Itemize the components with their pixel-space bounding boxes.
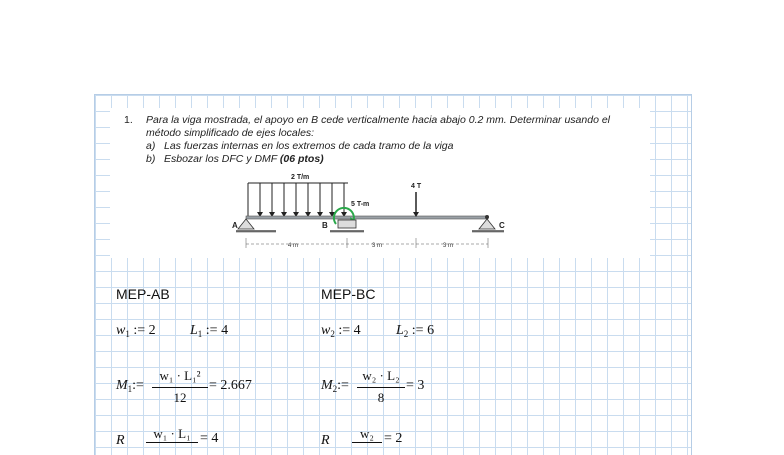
ab-M-fraction bbox=[152, 368, 208, 408]
bc-L-subscript: 2 bbox=[403, 329, 409, 339]
ab-L-subscript: 1 bbox=[197, 329, 203, 339]
bc-w-definition[interactable] bbox=[321, 323, 361, 339]
section-bc-title: MEP-BC bbox=[321, 286, 376, 302]
problem-statement-image bbox=[110, 108, 650, 258]
ab-M-assign: := bbox=[132, 378, 144, 393]
bc-L-definition[interactable] bbox=[396, 323, 434, 339]
distributed-load bbox=[248, 183, 348, 217]
bc-w-symbol: w bbox=[321, 323, 331, 338]
bc-L-symbol: L bbox=[396, 323, 404, 338]
moment-label: 5 T-m bbox=[351, 201, 370, 208]
ab-w-subscript: 1 bbox=[125, 329, 130, 339]
bc-M-fraction-bar bbox=[357, 387, 405, 388]
bc-R-fraction bbox=[352, 424, 382, 444]
bc-L-assign: := 6 bbox=[411, 323, 435, 338]
bc-M-assign: := bbox=[337, 378, 349, 393]
ab-M-denominator: 12 bbox=[173, 390, 187, 405]
support-a-label: A bbox=[232, 221, 238, 230]
ab-w-symbol: w bbox=[116, 323, 126, 338]
ab-M-symbol: M bbox=[116, 378, 128, 393]
bc-M-numerator: w₂ · L₂ bbox=[362, 368, 400, 383]
ab-w-assign: := 2 bbox=[133, 323, 156, 338]
ab-L-symbol: L bbox=[190, 323, 198, 338]
item-a-label: a) bbox=[146, 140, 156, 152]
dim-load-c-label: 3 m bbox=[443, 243, 454, 249]
ab-R-symbol bbox=[116, 433, 125, 449]
ab-R-label: R bbox=[116, 433, 125, 448]
bc-M-definition[interactable] bbox=[321, 378, 349, 394]
distributed-load-label: 2 T/m bbox=[291, 174, 310, 181]
ab-R-fraction-bar bbox=[146, 442, 198, 443]
support-c-label: C bbox=[499, 221, 505, 230]
ab-L-definition[interactable] bbox=[190, 323, 228, 339]
support-b-label: B bbox=[322, 221, 328, 230]
item-a-text: Las fuerzas internas en los extremos de cada tramo de la viga bbox=[164, 140, 454, 152]
dim-ab-label: 4 m bbox=[288, 243, 299, 249]
ab-R-fraction bbox=[146, 424, 198, 444]
bc-M-result: = 3 bbox=[406, 378, 425, 393]
ab-M-fraction-bar bbox=[152, 387, 208, 388]
problem-number: 1. bbox=[124, 114, 133, 126]
ab-M-subscript: 1 bbox=[127, 384, 133, 394]
beam-diagram bbox=[110, 108, 650, 258]
ab-L-assign: := 4 bbox=[205, 323, 229, 338]
item-b-label: b) bbox=[146, 153, 156, 165]
point-load-label: 4 T bbox=[411, 183, 422, 190]
beam-member bbox=[246, 216, 488, 219]
ab-w-definition[interactable] bbox=[116, 323, 156, 339]
bc-M-fraction bbox=[357, 368, 405, 408]
problem-line-2: método simplificado de ejes locales: bbox=[146, 127, 315, 139]
ab-R-result: = 4 bbox=[200, 431, 219, 446]
section-ab-title: MEP-AB bbox=[116, 286, 170, 302]
ab-M-definition[interactable] bbox=[116, 378, 144, 394]
bc-w-assign: := 4 bbox=[338, 323, 361, 338]
bc-R-symbol bbox=[321, 433, 330, 449]
bc-M-denominator: 8 bbox=[377, 390, 385, 405]
problem-line-1: Para la viga mostrada, el apoyo en B cede verticalmente hacia abajo 0.2 mm. Determinar usando el bbox=[146, 114, 610, 126]
bc-R-result: = 2 bbox=[384, 431, 403, 446]
bc-R-label: R bbox=[321, 433, 330, 448]
ab-R-numerator: w₁ · L₁ bbox=[153, 426, 191, 441]
bc-M-symbol: M bbox=[321, 378, 333, 393]
ab-M-numerator: w₁ · L₁² bbox=[159, 368, 201, 383]
item-b-description: Esbozar los DFC y DMF bbox=[164, 153, 277, 165]
bc-M-subscript: 2 bbox=[332, 384, 338, 394]
item-b-points: (06 ptos) bbox=[279, 153, 324, 165]
ab-M-result: = 2.667 bbox=[209, 378, 252, 393]
bc-w-subscript: 2 bbox=[330, 329, 335, 339]
bc-R-numerator: w₂ bbox=[360, 426, 374, 441]
dim-b-load-label: 3 m bbox=[372, 243, 383, 249]
bc-R-fraction-bar bbox=[352, 442, 382, 443]
support-a bbox=[236, 219, 276, 232]
